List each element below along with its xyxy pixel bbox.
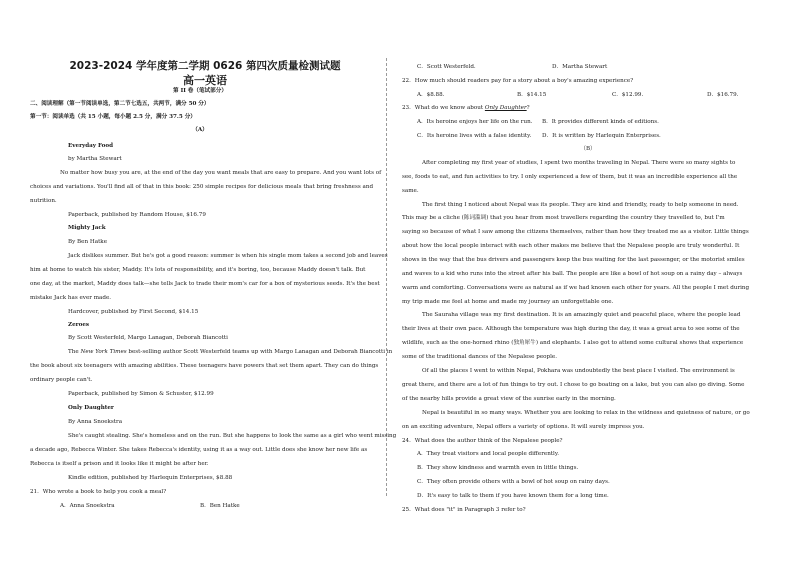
passage-line: on an exciting adventure, Nepal offers a variety of options. It will surely impress you. <box>402 424 645 430</box>
book-desc-line: No matter how busy you are, at the end of the day you want meals that are easy to prepare. And you want lots of <box>60 170 382 176</box>
passage-line: same. <box>402 188 419 194</box>
passage-line: Of all the places I went to within Nepal, Pokhara was undoubtedly the best place I visited. The environment is <box>422 368 735 374</box>
book-publisher: Hardcover, published by First Second, $14.15 <box>68 309 199 315</box>
book-author: by Martha Stewart <box>68 156 122 162</box>
book-desc-line: She's caught stealing. She's homeless and on the run. But she happens to look the same as a girl who went missing <box>68 433 397 439</box>
passage-line: see, foods to eat, and fun activities to try. I only experienced a few of them, but it was an incredible experience all the <box>402 174 738 180</box>
passage-b-label: （B） <box>580 146 596 152</box>
book-author: By Ben Hatke <box>68 239 108 245</box>
question-stem: 25．What does "it" in Paragraph 3 refer to? <box>402 507 526 513</box>
passage-line: shows in the way that the bus drivers and passengers keep the bus waiting for the last passenger, or the motorist smiles <box>402 257 745 263</box>
book-author: By Scott Westerfeld, Margo Lanagan, Deborah Biancotti <box>68 335 228 341</box>
question-option: A．Anna Snoekstra <box>60 503 115 509</box>
book-publisher: Paperback, published by Random House, $16.79 <box>68 212 206 218</box>
passage-line: After completing my first year of studies, I spent two months traveling in Nepal. There were so many sights to <box>422 160 736 166</box>
book-desc-line: ordinary people can't. <box>30 377 93 383</box>
question-stem: 23．What do we know about Only Daughter? <box>402 105 530 111</box>
book-desc-line: nutrition. <box>30 198 57 204</box>
part-title: 二、阅读理解（第一节阅读单选，第二节七选五，共两节，满分 50 分） <box>30 101 210 107</box>
book-publisher: Kindle edition, published by Harlequin Enterprises, $8.88 <box>68 475 233 481</box>
question-stem: 21．Who wrote a book to help you cook a meal? <box>30 489 167 495</box>
question-option: B．$14.15 <box>517 92 547 98</box>
question-option: C．Scott Westerfeld. <box>417 64 476 70</box>
passage-line: of the nearby hills provide a great view of the sunrise early in the morning. <box>402 396 616 402</box>
book-publisher: Paperback, published by Simon & Schuster, $12.99 <box>68 391 214 397</box>
book-title: Zeroes <box>68 322 90 328</box>
passage-line: and waves to a kid who runs into the street after his ball. The people are like a bowl of hot soup on a rainy day – always <box>402 271 743 277</box>
question-option: B．They show kindness and warmth even in little things. <box>417 465 579 471</box>
question-option: C．$12.99. <box>612 92 644 98</box>
book-desc-line: mistake Jack has ever made. <box>30 295 112 301</box>
passage-line: some of the traditional dances of the Nepalese people. <box>402 354 557 360</box>
page-subtitle: 高一英语 <box>183 74 227 87</box>
book-desc-line: The New York Times best-selling author Scott Westerfeld teams up with Margo Lanagan and Deborah Biancotti in <box>68 349 393 355</box>
book-title: Only Daughter <box>68 405 114 411</box>
question-option: D．$16.79. <box>707 92 739 98</box>
question-stem: 24．What does the author think of the Nepalese people? <box>402 438 563 444</box>
passage-line: The Sauraha village was my first destination. It is an amazingly quiet and peaceful place, where the people lead <box>422 312 741 318</box>
book-desc-line: choices and variations. You'll find all of that in this book: 250 simple recipes for delicious meals that bring freshness and <box>30 184 374 190</box>
question-option: D．Martha Stewart <box>552 64 608 70</box>
question-option: A．$8.88. <box>417 92 445 98</box>
question-option: B．Ben Hatke <box>200 503 240 509</box>
passage-line: wildlife, such as the one-horned rhino (独角犀牛) and elephants. I also got to attend some cultural shows that experience <box>402 340 744 346</box>
book-author: By Anna Snoekstra <box>68 419 123 425</box>
book-desc-line: Rebecca is itself a prison and it looks like it might be after her. <box>30 461 209 467</box>
passage-line: about how the local people interact with each other makes me believe that the Nepalese people are truly wonderful. It <box>402 243 740 249</box>
column-divider <box>386 58 387 496</box>
page-title: 2023-2024 学年度第二学期 0626 第四次质量检测试题 <box>69 60 341 72</box>
question-option: A．They treat visitors and local people differently. <box>417 451 560 457</box>
question-stem: 22．How much should readers pay for a story about a boy's amazing experience? <box>402 78 634 84</box>
part1-title: 第一节：阅读单选（共 15 小题，每小题 2.5 分，满分 37.5 分） <box>30 114 196 120</box>
question-option: D．It's easy to talk to them if you have known them for a long time. <box>417 493 609 499</box>
passage-line: my trip made me feel at home and made my journey an unforgettable one. <box>402 299 614 305</box>
book-desc-line: one day, at the market, Maddy does talk—she tells Jack to trade their mom's car for a box of mysterious seeds. It's the best <box>30 281 380 287</box>
passage-line: This may be a cliche (陈词滥调) that you hear from most travellers regarding the country they travelled to, but I'm <box>402 215 725 221</box>
book-desc-line: a decade ago, Rebecca Winter. She takes Rebecca's identity, using it as a way out. Little does she know her new life as <box>30 447 368 453</box>
section-label: 第 II 卷（笔试部分） <box>173 88 227 94</box>
passage-line: Nepal is beautiful in so many ways. Whether you are looking to relax in the wildness and quietness of nature, or go <box>422 410 750 416</box>
passage-line: great there, and there are a lot of fun things to try out. I chose to go boating on a lake, but you can also go diving. Some <box>402 382 745 388</box>
passage-line: saying so because of what I saw among the citizens themselves, rather than how they treated me as a visitor. Little things <box>402 229 749 235</box>
question-option: C．They often provide others with a bowl of hot soup on rainy days. <box>417 479 610 485</box>
book-title: Mighty Jack <box>68 225 106 231</box>
question-option: B．It provides different kinds of editions. <box>542 119 659 125</box>
passage-line: warm and comforting. Conversations were as natural as if we had known each other for years. All the people I met during <box>402 285 750 291</box>
book-desc-line: the book about six teenagers with amazing abilities. These teenagers have powers that set them apart. They can do things <box>30 363 379 369</box>
question-option: D．It is written by Harlequin Enterprises. <box>542 133 661 139</box>
book-desc-line: Jack dislikes summer. But he's got a good reason: summer is when his single mom takes a second job and leaves <box>68 253 388 259</box>
passage-a-label: （A） <box>192 127 208 133</box>
passage-line: their lives at their own pace. Although the temperature was high during the day, it was a great area to see some of the <box>402 326 740 332</box>
passage-line: The first thing I noticed about Nepal was its people. They are kind and friendly, ready to help someone in need. <box>422 202 739 208</box>
book-desc-line: him at home to watch his sister, Maddy. It's lots of responsibility, and it's boring, too, because Maddy doesn't talk. But <box>30 267 366 273</box>
question-option: A．Its heroine enjoys her life on the run. <box>417 119 533 125</box>
question-option: C．Its heroine lives with a false identity. <box>417 133 532 139</box>
book-title: Everyday Food <box>68 143 114 149</box>
